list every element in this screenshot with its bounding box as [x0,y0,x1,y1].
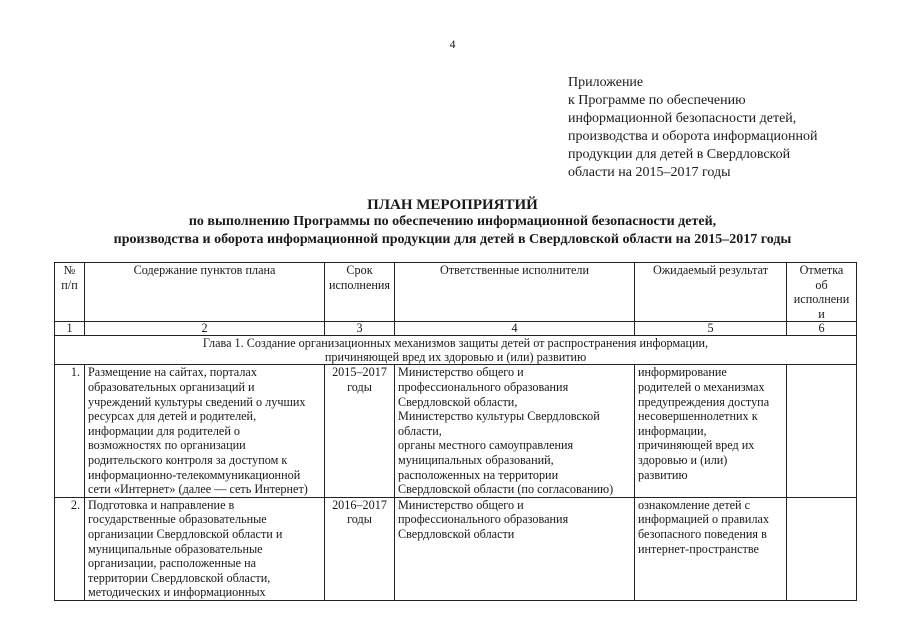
column-number: 1 [55,322,85,336]
table-row [55,365,857,497]
header-executors: Ответственные исполнители [395,263,635,322]
header-content: Содержание пунктов плана [85,263,325,322]
row-executors: Министерство общего и профессионального образования Свердловской области, Министерство культуры Свердловской области, органы местного самоуправления муниципальных образований, расположенных на территории Свердловской области (по согласованию) [395,365,635,497]
document-subtitle-line-2: производства и оборота информационной продукции для детей в Свердловской области на 2015–2017 годы [113,232,792,247]
row-number: 1. [55,365,85,497]
column-number: 5 [635,322,787,336]
table-row [55,497,857,600]
document-title: ПЛАН МЕРОПРИЯТИЙ [367,197,538,213]
chapter-heading: Глава 1. Создание организационных механизмов защиты детей от распространения информации, причиняющей вред их здоровью и (или) развитию [55,336,857,365]
column-number: 4 [395,322,635,336]
header-num: № п/п [55,263,85,322]
column-number: 3 [325,322,395,336]
appendix-line: продукции для детей в Свердловской [568,147,791,162]
row-mark [787,497,857,600]
appendix-line: к Программе по обеспечению [568,93,746,108]
plan-table [54,262,857,601]
row-executors: Министерство общего и профессионального образования Свердловской области [395,497,635,600]
appendix-line: информационной безопасности детей, [568,111,797,126]
appendix-line: Приложение [568,75,644,90]
row-content: Подготовка и направление в государственные образовательные организации Свердловской области и муниципальные образовательные организации, расположенные на территории Свердловской области, методических и информационных [85,497,325,600]
column-number: 6 [787,322,857,336]
document-subtitle-line-1: по выполнению Программы по обеспечению информационной безопасности детей, [188,214,717,229]
row-content: Размещение на сайтах, порталах образовательных организаций и учреждений культуры сведений о лучших ресурсах для детей и родителей, информации для родителей о возможностях по организации родительского контроля за доступом к информационно-телекоммуникационной сети «Интернет» (далее — сеть Интернет) [85,365,325,497]
column-number-row [55,322,857,336]
page-number: 4 [449,37,456,51]
row-result: информирование родителей о механизмах предупреждения доступа несовершеннолетних к информации, причиняющей вред их здоровью и (или) развитию [635,365,787,497]
header-term: Срок исполнения [325,263,395,322]
row-term: 2016–2017 годы [325,497,395,600]
column-number: 2 [85,322,325,336]
row-term: 2015–2017 годы [325,365,395,497]
table-header-row [55,263,857,322]
header-mark: Отметка об исполнени и [787,263,857,322]
row-mark [787,365,857,497]
header-result: Ожидаемый результат [635,263,787,322]
appendix-line: области на 2015–2017 годы [568,165,731,180]
row-number: 2. [55,497,85,600]
chapter-row [55,336,857,365]
appendix-block [568,74,868,182]
appendix-line: производства и оборота информационной [568,129,818,144]
row-result: ознакомление детей с информацией о правилах безопасного поведения в интернет-пространстве [635,497,787,600]
